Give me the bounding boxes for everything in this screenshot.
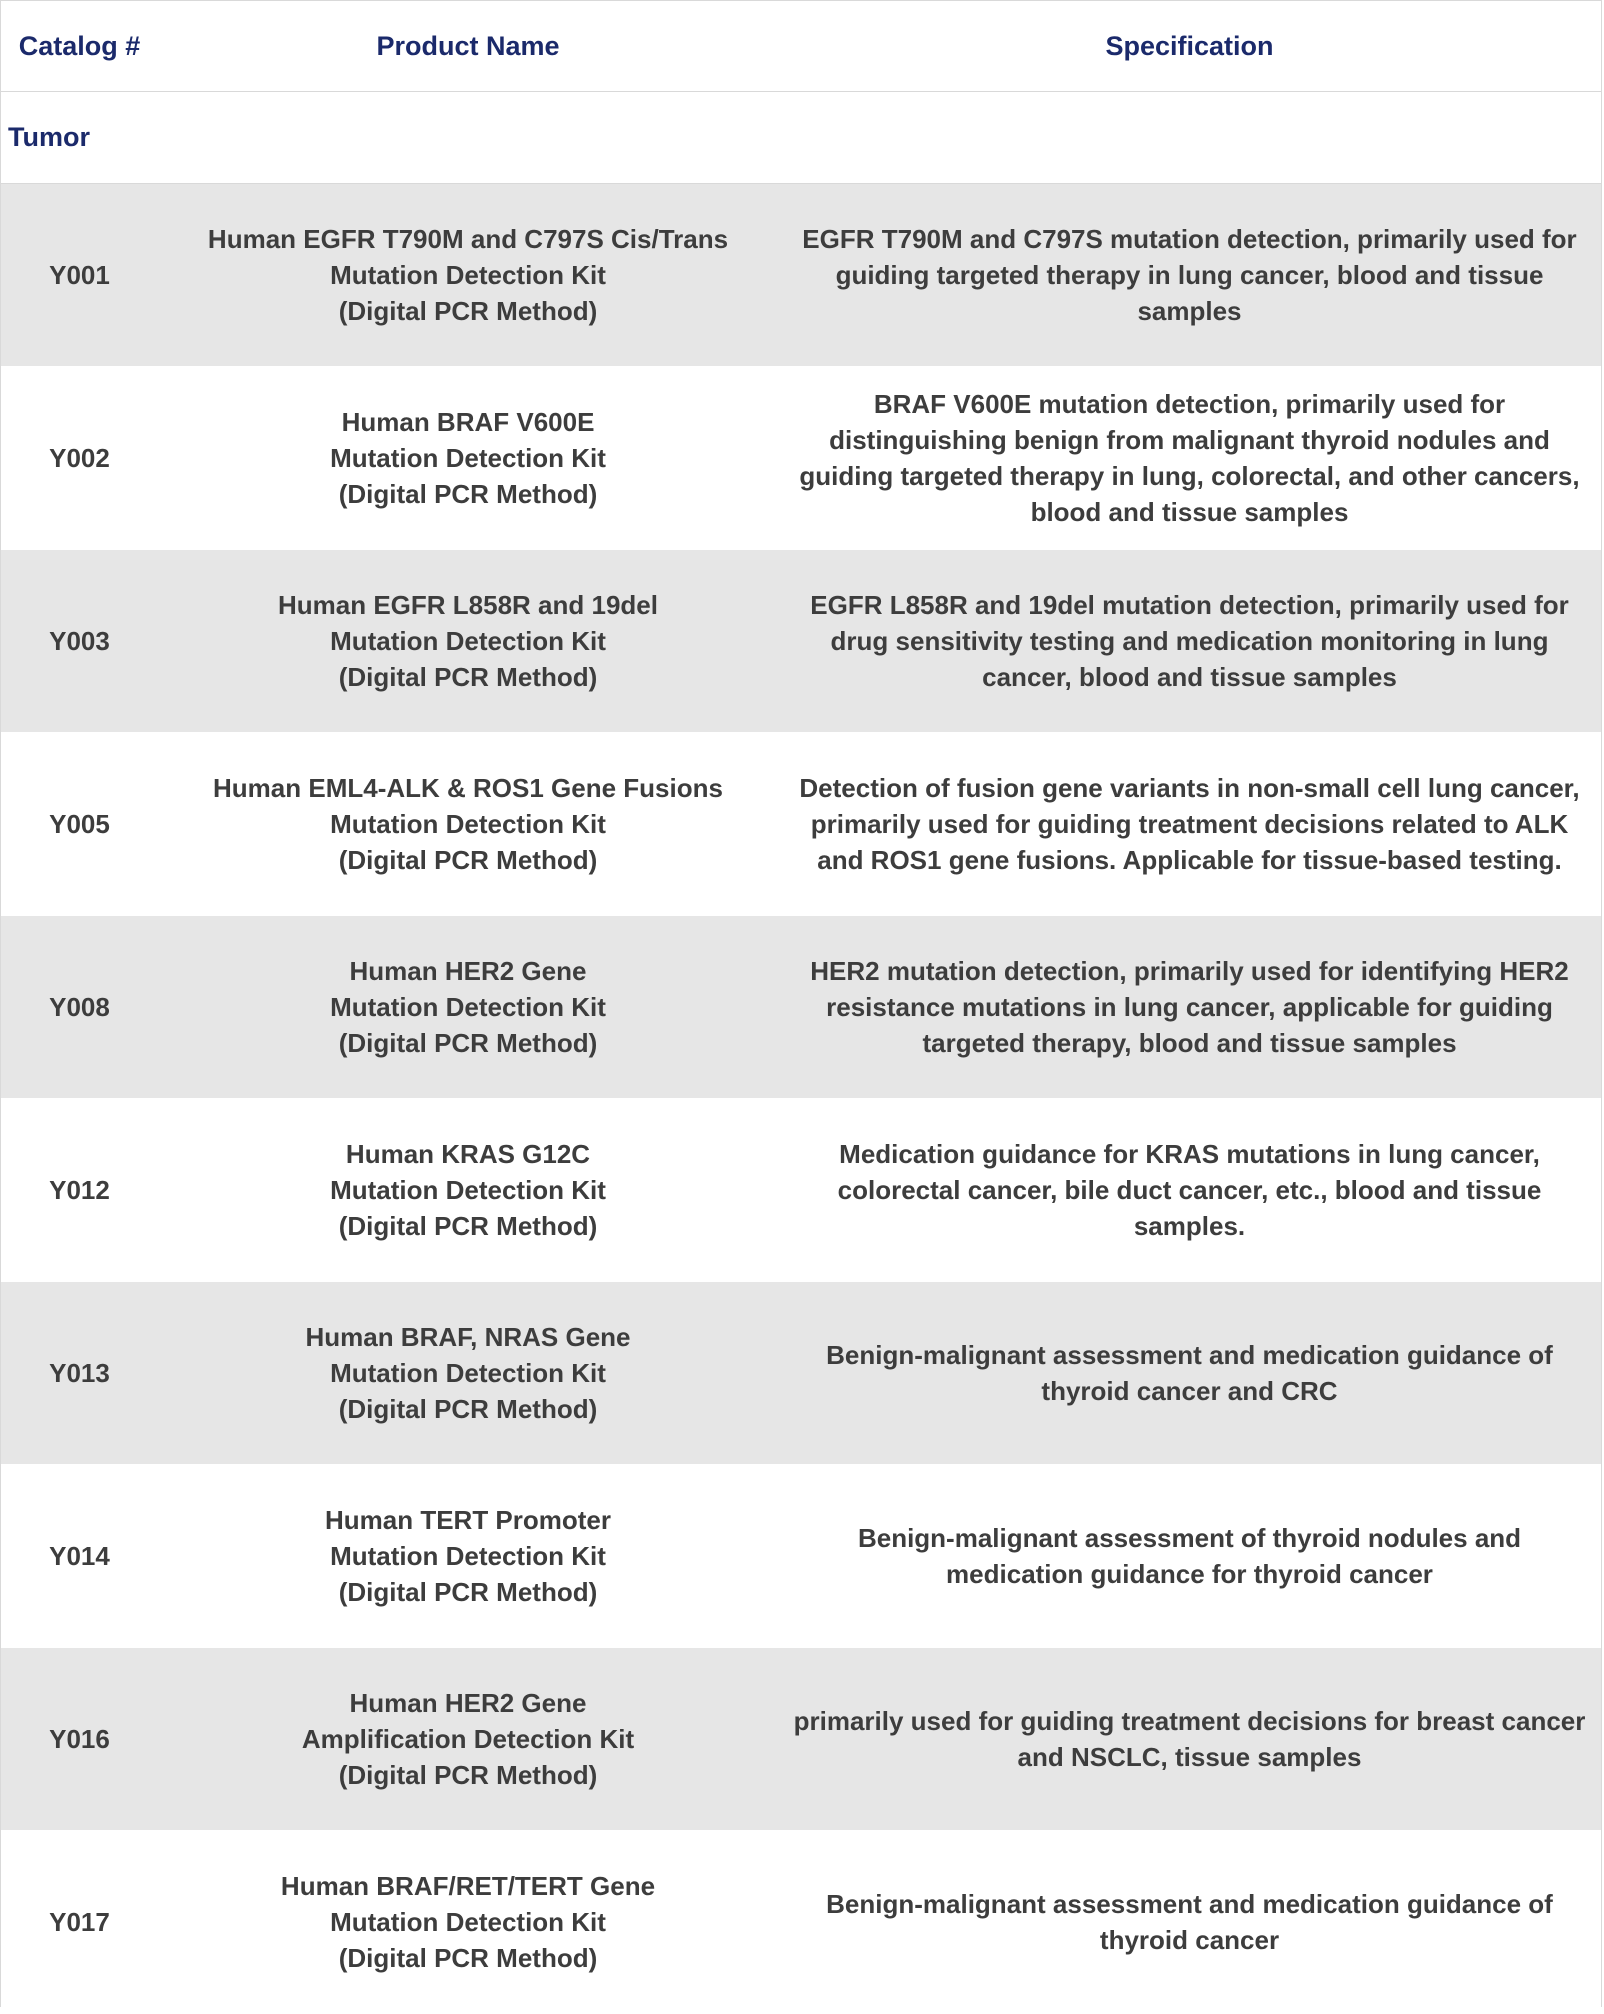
product-name-line: Human TERT Promoter: [324, 1505, 612, 1535]
table-row: [1, 916, 1601, 1099]
catalog-cell: Y005: [1, 733, 158, 916]
table-row: [1, 1465, 1601, 1648]
product-name-line: (Digital PCR Method): [338, 1943, 598, 1973]
catalog-cell: Y002: [1, 367, 158, 550]
product-name-line: Human HER2 Gene: [349, 1688, 587, 1718]
product-name-line: (Digital PCR Method): [338, 296, 598, 326]
product-name-line: Mutation Detection Kit: [330, 1358, 606, 1388]
catalog-cell: Y017: [1, 1831, 158, 2014]
specification-cell: BRAF V600E mutation detection, primarily used for distinguishing benign from malignant thyroid nodules and guiding targeted therapy in lung, colorectal, and other cancers, blood and tissue samples: [778, 367, 1601, 550]
product-name-line: Amplification Detection Kit: [301, 1724, 635, 1754]
product-name-cell: [158, 1465, 778, 1648]
product-name-line: Mutation Detection Kit: [330, 1541, 606, 1571]
product-name-line: Human HER2 Gene: [349, 956, 587, 986]
product-table: [1, 1, 1601, 2014]
specification-cell: EGFR T790M and C797S mutation detection, primarily used for guiding targeted therapy in lung cancer, blood and tissue samples: [778, 184, 1601, 367]
specification-cell: HER2 mutation detection, primarily used for identifying HER2 resistance mutations in lung cancer, applicable for guiding targeted therapy, blood and tissue samples: [778, 916, 1601, 1099]
product-name-line: (Digital PCR Method): [338, 1394, 598, 1424]
catalog-cell: Y001: [1, 184, 158, 367]
product-name-cell: [158, 1648, 778, 1831]
product-name-line: Mutation Detection Kit: [330, 626, 606, 656]
product-name-cell: [158, 184, 778, 367]
product-name-cell: [158, 367, 778, 550]
catalog-cell: Y012: [1, 1099, 158, 1282]
product-name-cell: [158, 916, 778, 1099]
product-name-line: Human EML4-ALK & ROS1 Gene Fusions: [213, 773, 723, 803]
product-name-line: Mutation Detection Kit: [330, 1907, 606, 1937]
product-name-line: Mutation Detection Kit: [330, 992, 606, 1022]
specification-cell: Detection of fusion gene variants in non-small cell lung cancer, primarily used for guiding treatment decisions related to ALK and ROS1 gene fusions. Applicable for tissue-based testing.: [778, 733, 1601, 916]
product-name-line: Human EGFR T790M and C797S Cis/Trans: [207, 224, 729, 254]
catalog-cell: Y016: [1, 1648, 158, 1831]
specification-cell: Benign-malignant assessment and medication guidance of thyroid cancer and CRC: [778, 1282, 1601, 1465]
catalog-cell: Y013: [1, 1282, 158, 1465]
table-row: [1, 184, 1601, 367]
product-name-line: (Digital PCR Method): [338, 662, 598, 692]
section-row-tumor: [1, 92, 1601, 184]
product-name-cell: [158, 733, 778, 916]
catalog-cell: Y008: [1, 916, 158, 1099]
column-header-product-name: Product Name: [158, 1, 778, 92]
product-name-line: Mutation Detection Kit: [330, 809, 606, 839]
catalog-cell: Y014: [1, 1465, 158, 1648]
product-name-line: (Digital PCR Method): [338, 845, 598, 875]
table-row: [1, 1648, 1601, 1831]
product-name-cell: [158, 1282, 778, 1465]
product-name-line: Mutation Detection Kit: [330, 443, 606, 473]
catalog-cell: Y003: [1, 550, 158, 733]
specification-cell: primarily used for guiding treatment decisions for breast cancer and NSCLC, tissue samples: [778, 1648, 1601, 1831]
product-name-line: Mutation Detection Kit: [330, 1175, 606, 1205]
product-name-line: (Digital PCR Method): [338, 479, 598, 509]
specification-cell: Benign-malignant assessment and medication guidance of thyroid cancer: [778, 1831, 1601, 2014]
specification-cell: Medication guidance for KRAS mutations in lung cancer, colorectal cancer, bile duct cancer, etc., blood and tissue samples.: [778, 1099, 1601, 1282]
product-name-cell: [158, 1831, 778, 2014]
product-name-cell: [158, 550, 778, 733]
table-row: [1, 733, 1601, 916]
product-name-line: (Digital PCR Method): [338, 1760, 598, 1790]
column-header-specification: Specification: [778, 1, 1601, 92]
product-name-line: (Digital PCR Method): [338, 1028, 598, 1058]
product-name-line: (Digital PCR Method): [338, 1577, 598, 1607]
product-name-line: Human KRAS G12C: [345, 1139, 591, 1169]
specification-cell: EGFR L858R and 19del mutation detection, primarily used for drug sensitivity testing and medication monitoring in lung cancer, blood and tissue samples: [778, 550, 1601, 733]
table-row: [1, 367, 1601, 550]
product-name-line: Human BRAF V600E: [341, 407, 595, 437]
product-name-cell: [158, 1099, 778, 1282]
product-name-line: Human BRAF, NRAS Gene: [305, 1322, 631, 1352]
section-title: Tumor: [1, 92, 1601, 184]
product-name-line: Human EGFR L858R and 19del: [278, 590, 658, 620]
table-header-row: [1, 1, 1601, 92]
table-row: [1, 1831, 1601, 2014]
column-header-catalog: Catalog #: [1, 1, 158, 92]
product-name-line: Mutation Detection Kit: [330, 260, 606, 290]
specification-cell: Benign-malignant assessment of thyroid nodules and medication guidance for thyroid cancer: [778, 1465, 1601, 1648]
table-row: [1, 1099, 1601, 1282]
product-name-line: Human BRAF/RET/TERT Gene: [280, 1871, 656, 1901]
table-body: [1, 92, 1601, 2014]
table-row: [1, 550, 1601, 733]
table-row: [1, 1282, 1601, 1465]
product-name-line: (Digital PCR Method): [338, 1211, 598, 1241]
